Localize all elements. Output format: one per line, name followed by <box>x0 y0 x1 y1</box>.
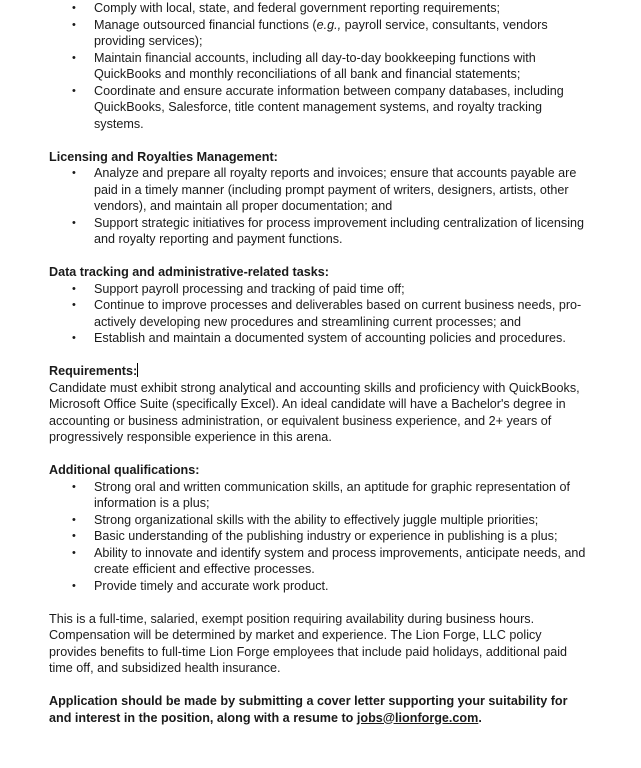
bullet-icon: • <box>72 513 76 526</box>
data-tracking-heading: Data tracking and administrative-related tasks: <box>49 265 329 279</box>
bullet-icon: • <box>72 530 76 542</box>
list-item: • Strong organizational skills with the ability to effectively juggle multiple priorities; <box>72 512 539 527</box>
bullet-icon: • <box>72 167 76 179</box>
document-page <box>49 0 589 726</box>
list-item: • Ability to innovate and identify system and process improvements, anticipate needs, and create efficient and effective processes. <box>72 545 586 576</box>
list-item: • Maintain financial accounts, including all day-to-day bookkeeping functions with QuickBooks and monthly reconciliations of all bank and financial statements; <box>72 50 536 81</box>
bullet-icon: • <box>72 282 76 295</box>
licensing-bullet-list <box>49 165 589 248</box>
list-item: • Analyze and prepare all royalty reports and invoices; ensure that accounts payable are paid in a timely manner (including prompt payment of writers, designers, artists, other vendors), and maintain all proper documentation; and <box>72 166 577 213</box>
bullet-icon: • <box>72 216 76 229</box>
bullet-icon: • <box>72 18 76 31</box>
data-tracking-section <box>49 264 589 347</box>
list-item: • Manage outsourced financial functions (e.g., payroll service, consultants, vendors providing services); <box>72 17 548 48</box>
bullet-icon: • <box>72 546 76 559</box>
requirements-section <box>49 363 589 446</box>
list-item: • Basic understanding of the publishing industry or experience in publishing is a plus; <box>72 529 558 543</box>
intro-bullet-list <box>49 0 589 132</box>
bullet-icon: • <box>72 2 76 14</box>
list-item: • Provide timely and accurate work product. <box>72 578 329 593</box>
list-item: • Support strategic initiatives for process improvement including centralization of licensing and royalty reporting and payment functions. <box>72 215 584 246</box>
employment-paragraph: This is a full-time, salaried, exempt position requiring availability during business hours. Compensation will be determined by market and experience. The Lion Forge, LLC policy provides benefits to full-time Lion Forge employees that include paid holidays, additional paid time off, and subsidized health insurance. <box>49 611 568 675</box>
list-item: • Comply with local, state, and federal government reporting requirements; <box>72 1 501 15</box>
licensing-section <box>49 149 589 248</box>
requirements-text: Candidate must exhibit strong analytical and accounting skills and proficiency with QuickBooks, Microsoft Office Suite (specifically Excel). An ideal candidate will have a Bachelor's degree in accounting or business administration, or equivalent business experience, and 2+ years of progressively responsible experience in this arena. <box>49 380 580 444</box>
additional-heading: Additional qualifications: <box>49 463 200 477</box>
application-paragraph: Application should be made by submitting a cover letter supporting your suitability for and interest in the position, along with a resume to jobs@lionforge.com. <box>49 694 568 725</box>
list-item: • Strong oral and written communication skills, an aptitude for graphic representation of information is a plus; <box>72 479 571 510</box>
licensing-heading: Licensing and Royalties Management: <box>49 149 278 164</box>
text-cursor <box>137 363 138 377</box>
list-item: • Support payroll processing and tracking of paid time off; <box>72 281 405 296</box>
list-item: • Coordinate and ensure accurate information between company databases, including QuickBooks, Salesforce, title content management systems, and royalty tracking systems. <box>72 83 564 131</box>
bullet-icon: • <box>72 84 76 97</box>
bullet-icon: • <box>72 51 76 64</box>
data-tracking-bullet-list <box>49 281 589 347</box>
list-item: • Continue to improve processes and deliverables based on current business needs, pro-actively developing new procedures and streamlining current processes; and <box>72 298 582 329</box>
bullet-icon: • <box>72 579 76 592</box>
list-item: • Establish and maintain a documented system of accounting policies and procedures. <box>72 331 566 345</box>
bullet-icon: • <box>72 332 76 344</box>
additional-section <box>49 462 589 594</box>
additional-bullet-list <box>49 479 589 595</box>
email-link[interactable]: jobs@lionforge.com <box>356 710 479 725</box>
bullet-icon: • <box>72 299 76 311</box>
bullet-icon: • <box>72 480 76 493</box>
requirements-heading: Requirements: <box>49 364 138 378</box>
